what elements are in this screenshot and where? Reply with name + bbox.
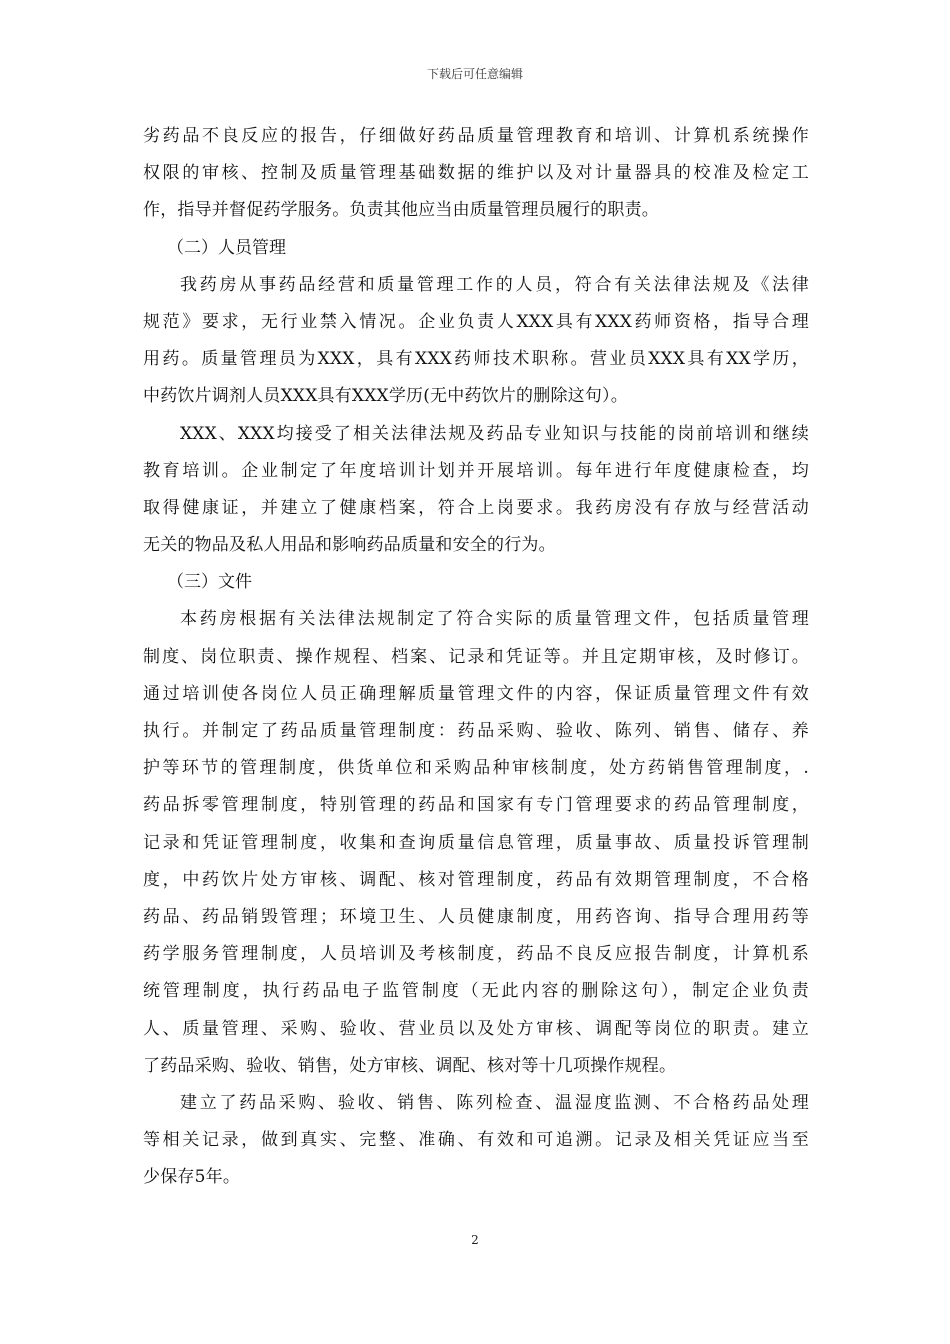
text-line: 中药饮片调剂人员XXX具有XXX学历(无中药饮片的删除这句）。 [143, 386, 628, 407]
text-line: 了药品采购、验收、销售，处方审核、调配、核对等十几项操作规程。 [143, 1055, 677, 1076]
text-line: 记录和凭证管理制度，收集和查询质量信息管理，质量事故、质量投诉管理制 [143, 832, 809, 853]
text-line: 本药房根据有关法律法规制定了符合实际的质量管理文件，包括质量管理 [180, 609, 809, 630]
text-line: 药品、药品销毁管理；环境卫生、人员健康制度，用药咨询、指导合理用药等 [143, 906, 809, 927]
text-line: 用药。质量管理员为XXX，具有XXX药师技术职称。营业员XXX具有XX学历， [143, 349, 809, 370]
section-heading-personnel: （二）人员管理 [167, 237, 286, 258]
text-line: 取得健康证，并建立了健康档案，符合上岗要求。我药房没有存放与经营活动 [143, 497, 809, 518]
paragraph [143, 1085, 809, 1197]
text-line: 作，指导并督促药学服务。负责其他应当由质量管理员履行的职责。 [143, 200, 659, 221]
text-line: 少保存5年。 [143, 1167, 241, 1188]
page-header: 下载后可任意编辑 [426, 67, 523, 81]
document-body [143, 118, 809, 1196]
text-line: 教育培训。企业制定了年度培训计划并开展培训。每年进行年度健康检查，均 [143, 460, 809, 481]
text-line: 统管理制度，执行药品电子监管制度（无此内容的删除这句），制定企业负责 [143, 981, 809, 1002]
paragraph [143, 118, 809, 230]
text-line: XXX、XXX均接受了相关法律法规及药品专业知识与技能的岗前培训和继续 [180, 423, 809, 444]
text-line: 执行。并制定了药品质量管理制度：药品采购、验收、陈列、销售、储存、养 [143, 721, 809, 741]
text-line: 建立了药品采购、验收、销售、陈列检查、温湿度监测、不合格药品处理 [180, 1092, 809, 1113]
text-line: 护等环节的管理制度，供货单位和采购品种审核制度，处方药销售管理制度，. [143, 758, 809, 779]
text-line: 药学服务管理制度，人员培训及考核制度，药品不良反应报告制度，计算机系 [143, 944, 809, 965]
text-line: 人、质量管理、采购、验收、营业员以及处方审核、调配等岗位的职责。建立 [143, 1018, 809, 1039]
paragraph [143, 601, 809, 1084]
paragraph [143, 416, 809, 565]
text-line: 我药房从事药品经营和质量管理工作的人员，符合有关法律法规及《法律 [180, 274, 809, 295]
text-line: 劣药品不良反应的报告，仔细做好药品质量管理教育和培训、计算机系统操作 [143, 126, 809, 146]
text-line: 药品拆零管理制度，特别管理的药品和国家有专门管理要求的药品管理制度， [143, 795, 809, 816]
text-line: 权限的审核、控制及质量管理基础数据的维护以及对计量器具的校准及检定工 [143, 163, 809, 184]
text-line: 通过培训使各岗位人员正确理解质量管理文件的内容，保证质量管理文件有效 [143, 683, 809, 704]
paragraph [143, 267, 809, 416]
text-line: 无关的物品及私人用品和影响药品质量和安全的行为。 [143, 535, 556, 556]
text-line: 制度、岗位职责、操作规程、档案、记录和凭证等。并且定期审核，及时修订。 [143, 646, 809, 667]
page-number: 2 [471, 1233, 479, 1247]
section-heading-documents: （三）文件 [167, 572, 252, 593]
text-line: 度，中药饮片处方审核、调配、核对管理制度，药品有效期管理制度，不合格 [143, 869, 809, 890]
text-line: 规范》要求，无行业禁入情况。企业负责人XXX具有XXX药师资格，指导合理 [143, 311, 809, 332]
text-line: 等相关记录，做到真实、完整、准确、有效和可追溯。记录及相关凭证应当至 [143, 1130, 809, 1151]
